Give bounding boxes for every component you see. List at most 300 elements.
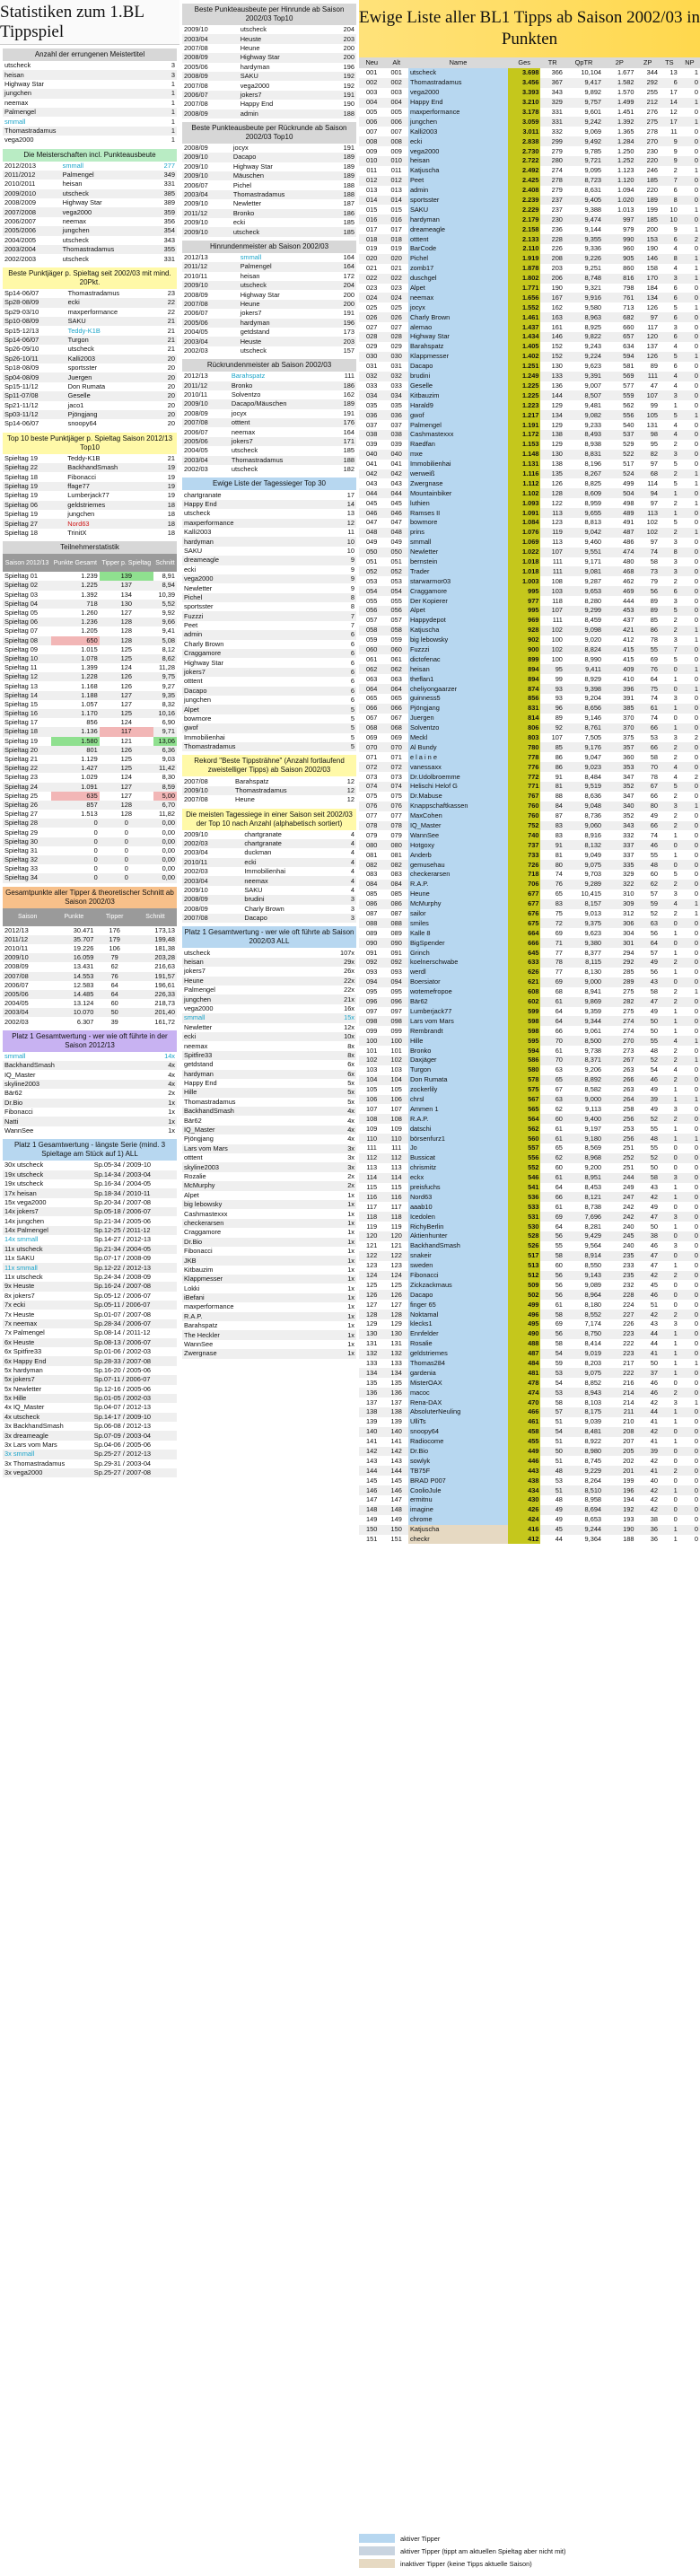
table-cell: 666 bbox=[508, 938, 540, 948]
table-row bbox=[182, 25, 356, 34]
table-cell: 110 bbox=[384, 1134, 407, 1143]
table-cell: TB75F bbox=[408, 1466, 508, 1476]
table-cell: 74 bbox=[650, 714, 658, 723]
table-cell: 1x bbox=[313, 1349, 356, 1358]
table-cell: 1 bbox=[694, 987, 698, 996]
table-header: Name bbox=[408, 57, 508, 68]
table-cell: 2009/10 bbox=[184, 162, 208, 171]
table-cell: 015 bbox=[366, 205, 378, 214]
table-cell: 814 bbox=[508, 714, 540, 723]
table-row bbox=[3, 1394, 177, 1403]
table-cell: 1.582 bbox=[603, 78, 635, 88]
table-cell: Sp14-06/07 bbox=[3, 336, 66, 345]
table-cell: 075 bbox=[390, 792, 402, 801]
table-cell: 001 bbox=[366, 68, 378, 77]
table-cell: 960 bbox=[623, 244, 634, 253]
table-cell: 185 bbox=[343, 218, 354, 227]
table-cell: MaxCohen bbox=[408, 811, 508, 821]
table-row bbox=[182, 1238, 356, 1247]
table-cell: 17 bbox=[346, 490, 354, 499]
table-cell: 0 bbox=[694, 889, 698, 898]
table-row bbox=[182, 547, 356, 556]
table-cell: 2002/03 bbox=[184, 465, 208, 474]
table-cell: BackhandSmash bbox=[3, 1061, 140, 1070]
table-row bbox=[3, 519, 177, 528]
table-cell: 1 bbox=[679, 1056, 700, 1065]
table-row bbox=[359, 1075, 700, 1085]
table-cell: 1.131 bbox=[508, 460, 540, 469]
table-cell: 128 bbox=[100, 636, 153, 645]
meiste-tagessiege-section bbox=[182, 809, 356, 924]
table-cell: Ennfelder bbox=[408, 1329, 508, 1339]
table-cell: chrsl bbox=[408, 1095, 508, 1105]
table-cell: 1.018 bbox=[508, 557, 540, 567]
table-cell: 17 bbox=[669, 88, 678, 97]
table-cell: 0 bbox=[694, 674, 698, 683]
table-cell: 580 bbox=[508, 1065, 540, 1075]
table-cell: 8 bbox=[328, 593, 356, 602]
table-cell: 8,157 bbox=[564, 899, 603, 909]
table-cell: Spieltag 18 bbox=[3, 727, 51, 736]
table-cell: 3x bbox=[347, 1153, 354, 1162]
table-cell: 048 bbox=[384, 528, 407, 538]
table-cell: 134 bbox=[384, 1368, 407, 1378]
table-cell: 125 bbox=[100, 764, 153, 773]
table-cell: 0 bbox=[694, 284, 698, 293]
table-cell: 3 bbox=[660, 1212, 679, 1222]
table-cell: TrinitX bbox=[67, 528, 87, 537]
table-cell: Spieltag 34 bbox=[3, 873, 51, 882]
table-row bbox=[182, 399, 356, 408]
table-cell: 13.431 bbox=[73, 962, 94, 971]
table-cell: 95 bbox=[650, 440, 658, 449]
table-cell: Spieltag 04 bbox=[3, 600, 51, 609]
table-row bbox=[359, 332, 700, 342]
table-cell: 366 bbox=[551, 68, 563, 77]
table-cell: 063 bbox=[366, 674, 378, 683]
table-cell: 201,40 bbox=[134, 1008, 177, 1017]
table-cell: 677 bbox=[508, 899, 540, 909]
table-cell: 4 bbox=[340, 839, 356, 848]
table-cell: 3 bbox=[660, 566, 679, 576]
legend-item bbox=[359, 2558, 700, 2569]
table-row bbox=[359, 918, 700, 928]
table-cell: BRAD P007 bbox=[408, 1476, 508, 1485]
table-cell: Peet bbox=[408, 176, 508, 186]
table-row bbox=[359, 1280, 700, 1290]
table-cell: 56 bbox=[650, 928, 658, 937]
table-cell: 55 bbox=[636, 1036, 660, 1046]
table-cell: 192 bbox=[327, 72, 356, 81]
table-cell: 99 bbox=[650, 400, 658, 409]
table-cell: Pjöngjang bbox=[408, 704, 508, 714]
table-cell: 191 bbox=[343, 144, 354, 153]
table-cell: 125 bbox=[366, 1280, 378, 1289]
table-row bbox=[182, 1135, 356, 1143]
table-cell: 767 bbox=[508, 792, 540, 802]
table-cell: 1 bbox=[673, 674, 678, 683]
table-cell: The Heckler bbox=[182, 1330, 313, 1339]
table-cell: 4x bbox=[347, 1135, 354, 1143]
table-cell: 220 bbox=[636, 156, 660, 166]
table-cell: macoc bbox=[408, 1388, 508, 1398]
table-cell: neemax bbox=[184, 1041, 208, 1050]
table-cell: 014 bbox=[359, 196, 384, 206]
table-row bbox=[3, 162, 177, 171]
table-cell: 675 bbox=[508, 918, 540, 928]
table-cell: 214 bbox=[603, 1388, 635, 1398]
table-cell: 1 bbox=[171, 98, 175, 107]
table-cell: Teddy-K1B bbox=[67, 326, 101, 335]
table-cell: 80 bbox=[636, 802, 660, 811]
table-cell: 9,580 bbox=[584, 302, 602, 311]
table-cell: 46 bbox=[650, 1241, 658, 1250]
table-cell: 102 bbox=[646, 518, 658, 527]
meister-count-section bbox=[3, 48, 177, 145]
table-cell: 2 bbox=[660, 469, 679, 479]
table-cell: 1x bbox=[313, 1330, 356, 1339]
table-row bbox=[182, 490, 356, 499]
table-cell: 1.120 bbox=[603, 176, 635, 186]
table-cell: 0 bbox=[679, 1075, 700, 1085]
table-cell: 47 bbox=[636, 1212, 660, 1222]
table-row bbox=[359, 576, 700, 586]
table-cell: 141 bbox=[390, 1437, 402, 1446]
table-cell: 1 bbox=[673, 850, 678, 859]
table-cell: Kalle 8 bbox=[408, 928, 508, 938]
table-cell: 161,72 bbox=[154, 1017, 175, 1026]
table-cell: sportsster bbox=[408, 196, 508, 206]
table-cell: 995 bbox=[508, 606, 540, 616]
table-cell: 202 bbox=[623, 1456, 634, 1465]
table-cell: 053 bbox=[366, 576, 378, 585]
table-row bbox=[359, 1359, 700, 1369]
table-cell: 60 bbox=[555, 1163, 563, 1172]
table-cell: Barahspatz bbox=[184, 1321, 218, 1330]
table-cell: otttent bbox=[184, 1153, 203, 1162]
table-cell: Dacapo bbox=[242, 914, 340, 923]
table-cell: 0,00 bbox=[153, 819, 177, 828]
table-cell: 72 bbox=[540, 918, 564, 928]
table-row bbox=[359, 528, 700, 538]
table-cell: 56 bbox=[650, 968, 658, 977]
table-row bbox=[182, 253, 356, 262]
table-cell: 9,869 bbox=[564, 997, 603, 1007]
table-cell: 203 bbox=[327, 337, 356, 346]
table-cell: 4 bbox=[340, 858, 356, 867]
table-cell: 2009/10 bbox=[182, 171, 232, 180]
table-cell: 8,943 bbox=[564, 1388, 603, 1398]
table-cell: 83 bbox=[540, 899, 564, 909]
table-cell: Hille bbox=[408, 1036, 508, 1046]
table-cell: 1x bbox=[168, 1108, 175, 1117]
table-cell: 9,226 bbox=[564, 254, 603, 264]
table-cell: 37 bbox=[636, 1368, 660, 1378]
table-cell: 029 bbox=[366, 342, 378, 351]
table-cell: 9,380 bbox=[564, 938, 603, 948]
table-cell: 018 bbox=[384, 234, 407, 244]
table-cell: 66 bbox=[540, 1192, 564, 1202]
table-cell: 38 bbox=[636, 1231, 660, 1241]
table-row bbox=[3, 382, 177, 391]
table-cell: 2008/09 bbox=[184, 904, 208, 913]
table-cell: 1 bbox=[694, 909, 698, 918]
table-cell: 1 bbox=[660, 723, 679, 733]
table-cell: Spieltag 01 bbox=[4, 572, 38, 581]
legend-label: aktiver Tipper (tippt am aktuellen Spieltag aber nicht mit) bbox=[400, 2546, 566, 2555]
table-cell: 58 bbox=[650, 987, 658, 996]
table-cell: 047 bbox=[366, 518, 378, 527]
table-cell: 2005/06 bbox=[182, 437, 230, 446]
table-cell: Sp.01-05 / 2002-03 bbox=[92, 1394, 177, 1403]
table-cell: 107 bbox=[540, 606, 564, 616]
table-cell: 9,146 bbox=[584, 714, 602, 723]
table-cell: 635 bbox=[51, 792, 100, 801]
table-cell: 095 bbox=[390, 987, 402, 996]
table-cell: 8,12 bbox=[162, 644, 175, 653]
table-cell: neemax bbox=[62, 217, 86, 226]
table-cell: 0 bbox=[694, 1280, 698, 1289]
table-row bbox=[182, 1051, 356, 1060]
table-row bbox=[3, 1347, 177, 1356]
table-cell: Don Rumata bbox=[67, 381, 106, 390]
table-cell: 196,61 bbox=[154, 980, 175, 989]
table-cell: 041 bbox=[390, 460, 402, 469]
table-cell: 141 bbox=[366, 1437, 378, 1446]
table-cell: 035 bbox=[366, 400, 378, 409]
table-cell: 4x bbox=[313, 1126, 356, 1135]
table-cell: 437 bbox=[623, 616, 634, 625]
table-row bbox=[3, 718, 177, 727]
table-cell: Bussicat bbox=[408, 1153, 508, 1163]
table-cell: Sp18-08/09 bbox=[4, 364, 39, 372]
table-cell: 120 bbox=[384, 1231, 407, 1241]
table-row bbox=[3, 681, 177, 690]
table-cell: 52 bbox=[636, 1114, 660, 1124]
table-cell: 594 bbox=[603, 352, 635, 362]
table-cell: 0 bbox=[694, 1241, 698, 1250]
table-row bbox=[359, 987, 700, 997]
table-cell: 099 bbox=[390, 1026, 402, 1035]
table-cell: 2 bbox=[673, 909, 678, 918]
table-cell: 93 bbox=[555, 694, 563, 703]
table-cell: 0 bbox=[694, 654, 698, 663]
table-cell: 230 bbox=[540, 215, 564, 224]
table-cell: 97 bbox=[650, 460, 658, 469]
table-cell: 1 bbox=[673, 1437, 678, 1446]
table-cell: utscheck bbox=[240, 346, 267, 355]
table-cell: 8,371 bbox=[564, 1056, 603, 1065]
table-row bbox=[3, 472, 177, 481]
table-row bbox=[3, 609, 177, 618]
table-cell: 145 bbox=[366, 1476, 378, 1485]
table-row bbox=[3, 1413, 177, 1422]
table-cell: 123 bbox=[390, 1261, 402, 1270]
table-cell: brudini bbox=[242, 895, 340, 904]
table-cell: Fuzzzi bbox=[408, 645, 508, 655]
table-cell: 575 bbox=[508, 1085, 540, 1095]
table-cell: Sp.28-34 / 2006-07 bbox=[92, 1319, 177, 1328]
table-cell: 082 bbox=[359, 860, 384, 870]
table-cell: 039 bbox=[366, 440, 378, 449]
table-cell: heisan bbox=[408, 156, 508, 166]
table-cell: 443 bbox=[508, 1466, 540, 1476]
table-cell: 6 bbox=[350, 658, 354, 667]
table-row bbox=[359, 1173, 700, 1183]
table-cell: 149 bbox=[366, 1515, 378, 1524]
table-cell: 170 bbox=[636, 274, 660, 284]
table-row bbox=[182, 53, 356, 62]
table-cell: 8,916 bbox=[584, 830, 602, 839]
table-cell: 93 bbox=[540, 684, 564, 694]
table-cell: 6x bbox=[313, 1070, 356, 1079]
table-cell: 30x utscheck bbox=[4, 1161, 44, 1170]
table-cell: 569 bbox=[603, 372, 635, 381]
table-cell: 8,736 bbox=[584, 811, 602, 820]
table-cell: heisan bbox=[62, 180, 83, 188]
table-cell: sailor bbox=[408, 909, 508, 919]
table-row bbox=[182, 409, 356, 418]
table-cell: 128 bbox=[359, 1310, 384, 1319]
table-cell: checkerarsen bbox=[182, 1219, 313, 1228]
table-cell: 412 bbox=[508, 1535, 540, 1545]
table-cell: 2 bbox=[660, 880, 679, 889]
table-row bbox=[182, 218, 356, 227]
table-cell: 2 bbox=[660, 821, 679, 831]
table-row bbox=[359, 977, 700, 987]
table-cell: 18 bbox=[167, 528, 175, 537]
table-cell: 1.091 bbox=[508, 508, 540, 518]
table-cell: Heune bbox=[235, 795, 255, 804]
table-cell: 59 bbox=[555, 1359, 563, 1367]
table-cell: dictofenac bbox=[408, 654, 508, 664]
table-cell: 5 bbox=[350, 714, 354, 723]
table-cell: 62 bbox=[110, 962, 118, 971]
table-cell: 050 bbox=[359, 548, 384, 557]
table-cell: 008 bbox=[359, 136, 384, 146]
table-cell: 138 bbox=[384, 1407, 407, 1417]
table-cell: Happy End bbox=[408, 98, 508, 108]
table-row bbox=[3, 70, 177, 79]
table-cell: 109 bbox=[366, 1124, 378, 1133]
table-row bbox=[3, 727, 177, 736]
table-cell: 59 bbox=[636, 899, 660, 909]
table-cell: 1x bbox=[313, 1238, 356, 1247]
table-cell: 071 bbox=[390, 752, 402, 761]
table-cell: duckman bbox=[244, 848, 272, 857]
table-cell: 5 bbox=[673, 478, 678, 487]
table-cell: neemax bbox=[242, 876, 340, 885]
table-cell: Spieltag 16 bbox=[3, 709, 51, 718]
table-cell: 581 bbox=[623, 362, 634, 371]
table-cell: Spieltag 03 bbox=[4, 590, 38, 599]
table-cell: 1.260 bbox=[81, 609, 98, 618]
table-cell: 8,481 bbox=[564, 1427, 603, 1437]
table-cell: 218,73 bbox=[154, 999, 175, 1008]
table-cell: 191,57 bbox=[134, 972, 177, 981]
table-cell: 487 bbox=[603, 528, 635, 538]
table-cell: 8,925 bbox=[584, 322, 602, 331]
table-cell: 1.029 bbox=[81, 773, 98, 782]
table-cell: 212 bbox=[636, 98, 660, 108]
table-cell: 1.084 bbox=[508, 518, 540, 528]
table-cell: 9,400 bbox=[564, 1114, 603, 1124]
table-cell: 449 bbox=[508, 1447, 540, 1457]
table-row bbox=[359, 390, 700, 400]
table-cell: 1.078 bbox=[51, 654, 100, 663]
table-cell: Daxjäger bbox=[408, 1056, 508, 1065]
table-cell: 1.022 bbox=[508, 548, 540, 557]
table-cell: Sp.07-09 / 2003-04 bbox=[92, 1431, 177, 1440]
table-row bbox=[359, 1378, 700, 1388]
table-cell: Spieltag 25 bbox=[4, 791, 38, 800]
section-title: Hinrundenmeister ab Saison 2002/03 bbox=[182, 241, 356, 253]
table-cell: Spieltag 33 bbox=[4, 864, 38, 873]
table-cell: 036 bbox=[384, 410, 407, 420]
table-cell: 4 bbox=[673, 264, 678, 273]
table-cell: 0 bbox=[694, 1495, 698, 1504]
table-cell: 164 bbox=[343, 427, 354, 436]
table-cell: 0,00 bbox=[162, 846, 175, 854]
table-cell: 62 bbox=[540, 1153, 564, 1163]
table-cell: 0 bbox=[694, 1046, 698, 1055]
table-row bbox=[182, 91, 356, 100]
table-cell: Teddy-K1B bbox=[67, 453, 101, 462]
table-row bbox=[182, 611, 356, 620]
table-cell: 061 bbox=[366, 654, 378, 663]
table-cell: 0 bbox=[673, 1476, 678, 1485]
table-cell: 064 bbox=[384, 684, 407, 694]
table-cell: 037 bbox=[390, 420, 402, 429]
table-cell: 19 bbox=[158, 463, 177, 472]
table-row bbox=[3, 99, 177, 108]
table-row bbox=[359, 1476, 700, 1485]
table-cell: 0 bbox=[679, 78, 700, 88]
table-cell: 282 bbox=[603, 997, 635, 1007]
table-cell: 102 bbox=[384, 1056, 407, 1065]
table-cell: 3 bbox=[660, 274, 679, 284]
table-cell: 152 bbox=[551, 342, 563, 351]
table-cell: 144 bbox=[540, 390, 564, 400]
table-row bbox=[3, 1282, 177, 1291]
table-cell: 8,656 bbox=[564, 704, 603, 714]
table-row bbox=[3, 1375, 177, 1384]
table-cell: 127 bbox=[120, 609, 132, 618]
table-row bbox=[182, 1284, 356, 1292]
table-row bbox=[359, 616, 700, 626]
table-cell: 223 bbox=[603, 1329, 635, 1339]
table-cell: Craggamore bbox=[184, 1228, 222, 1237]
table-cell: Trader bbox=[408, 566, 508, 576]
table-cell: 312 bbox=[623, 909, 634, 918]
table-cell: 8,750 bbox=[564, 1329, 603, 1339]
table-cell: 119 bbox=[540, 528, 564, 538]
table-cell: 2007/08 bbox=[184, 776, 208, 785]
table-cell: 082 bbox=[384, 860, 407, 870]
table-row bbox=[3, 1366, 177, 1375]
table-cell: 076 bbox=[384, 802, 407, 811]
table-cell: 98 bbox=[636, 430, 660, 440]
table-row bbox=[359, 1398, 700, 1407]
table-cell: 36 bbox=[636, 1525, 660, 1535]
table-cell: 331 bbox=[163, 180, 175, 188]
table-cell: Heune bbox=[182, 977, 313, 986]
table-cell: Heune bbox=[408, 889, 508, 899]
table-cell: 4 bbox=[673, 1065, 678, 1074]
table-cell: 8,377 bbox=[584, 948, 602, 957]
table-row bbox=[359, 88, 700, 98]
table-cell: 222 bbox=[623, 1339, 634, 1348]
